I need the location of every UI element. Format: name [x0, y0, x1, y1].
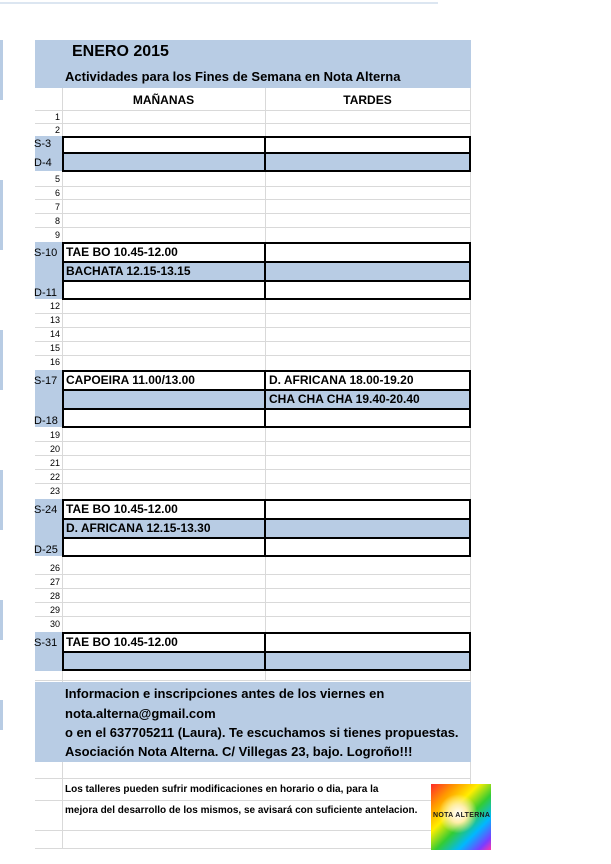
box-divider: [264, 242, 266, 300]
grid-line: [35, 441, 471, 442]
grid-line: [35, 574, 471, 575]
left-edge-mark: [0, 700, 3, 730]
day-label: S-17: [34, 375, 58, 387]
grid-line: [35, 680, 471, 681]
row-number: 19: [49, 430, 60, 440]
grid-line: [35, 830, 471, 831]
grid-line: [35, 186, 471, 187]
row-number: 15: [49, 343, 60, 353]
activity-cell: BACHATA 12.15-13.15: [66, 264, 191, 278]
day-label: S-31: [34, 637, 58, 649]
info-email: nota.alterna@gmail.com: [65, 706, 216, 721]
box-divider: [62, 280, 471, 282]
day-label: S-3: [34, 138, 52, 150]
activity-cell: CAPOEIRA 11.00/13.00: [66, 373, 195, 387]
grid-line: [35, 616, 471, 617]
grid-line: [35, 355, 471, 356]
grid-line: [35, 455, 471, 456]
row-number: 21: [49, 458, 60, 468]
box-divider: [264, 136, 266, 172]
box-divider: [62, 537, 471, 539]
grid-line: [35, 227, 471, 228]
row-number: 6: [54, 188, 60, 198]
box-divider: [62, 408, 471, 410]
row-number: 7: [54, 202, 60, 212]
box-divider: [62, 651, 471, 653]
top-edge-line: [0, 2, 438, 4]
grid-line: [35, 313, 471, 314]
note-line: Los talleres pueden sufrir modificaciones en horario o dia, para la: [65, 784, 379, 795]
grid-line: [35, 123, 471, 124]
note-line: mejora del desarrollo de los mismos, se avisará con suficiente antelacion.: [65, 805, 418, 816]
day-label: D-25: [34, 544, 58, 556]
page-subtitle: Actividades para los Fines de Semana en Nota Alterna: [65, 69, 401, 84]
row-number: 16: [49, 357, 60, 367]
left-edge-mark: [0, 180, 3, 250]
row-number: 9: [54, 230, 60, 240]
grid-line: [35, 588, 471, 589]
grid-line: [35, 469, 471, 470]
grid-line: [35, 800, 471, 801]
row-number: 2: [54, 125, 60, 135]
row-number: 20: [49, 444, 60, 454]
day-label: D-4: [34, 157, 52, 169]
box-divider: [62, 152, 471, 154]
row-number: 8: [54, 216, 60, 226]
day-label: S-10: [34, 247, 58, 259]
left-edge-mark: [0, 600, 3, 640]
row-number: 26: [49, 563, 60, 573]
row-number: 22: [49, 472, 60, 482]
weekend-box: [62, 136, 471, 172]
day-label: D-11: [34, 287, 58, 299]
grid-line: [35, 213, 471, 214]
grid-line: [35, 110, 471, 111]
row-number: 29: [49, 605, 60, 615]
box-divider: [264, 499, 266, 557]
day-label: D-18: [34, 415, 58, 427]
day-label: S-24: [34, 504, 58, 516]
grid-line: [35, 327, 471, 328]
activity-cell: TAE BO 10.45-12.00: [66, 502, 178, 516]
row-number: 30: [49, 619, 60, 629]
grid-line: [35, 602, 471, 603]
row-number: 13: [49, 315, 60, 325]
info-line: Informacion e inscripciones antes de los viernes en: [65, 686, 385, 701]
info-line: Asociación Nota Alterna. C/ Villegas 23, bajo. Logroño!!!: [65, 744, 413, 759]
nota-alterna-logo: [431, 784, 491, 850]
grid-line: [35, 848, 471, 849]
activity-cell: CHA CHA CHA 19.40-20.40: [269, 392, 420, 406]
grid-line: [35, 778, 471, 779]
logo-text: NOTA ALTERNA: [433, 812, 491, 819]
info-line: o en el 637705211 (Laura). Te escuchamos si tienes propuestas.: [65, 725, 459, 740]
page-title: ENERO 2015: [72, 43, 169, 60]
grid-line: [35, 341, 471, 342]
activity-cell: D. AFRICANA 12.15-13.30: [66, 521, 211, 535]
row-number: 23: [49, 486, 60, 496]
left-edge-mark: [0, 470, 3, 530]
row-number: 5: [54, 174, 60, 184]
activity-cell: TAE BO 10.45-12.00: [66, 245, 178, 259]
row-number: 28: [49, 591, 60, 601]
row-number: 27: [49, 577, 60, 587]
column-header-mananas: MAÑANAS: [132, 93, 195, 107]
left-edge-mark: [0, 40, 3, 100]
grid-line: [35, 483, 471, 484]
column-header-tardes: TARDES: [343, 93, 392, 107]
left-edge-mark: [0, 330, 3, 390]
row-number: 14: [49, 329, 60, 339]
row-number: 12: [49, 301, 60, 311]
box-divider: [264, 632, 266, 671]
activity-cell: D. AFRICANA 18.00-19.20: [269, 373, 414, 387]
activity-cell: TAE BO 10.45-12.00: [66, 635, 178, 649]
row-number: 1: [54, 112, 60, 122]
grid-line: [35, 199, 471, 200]
